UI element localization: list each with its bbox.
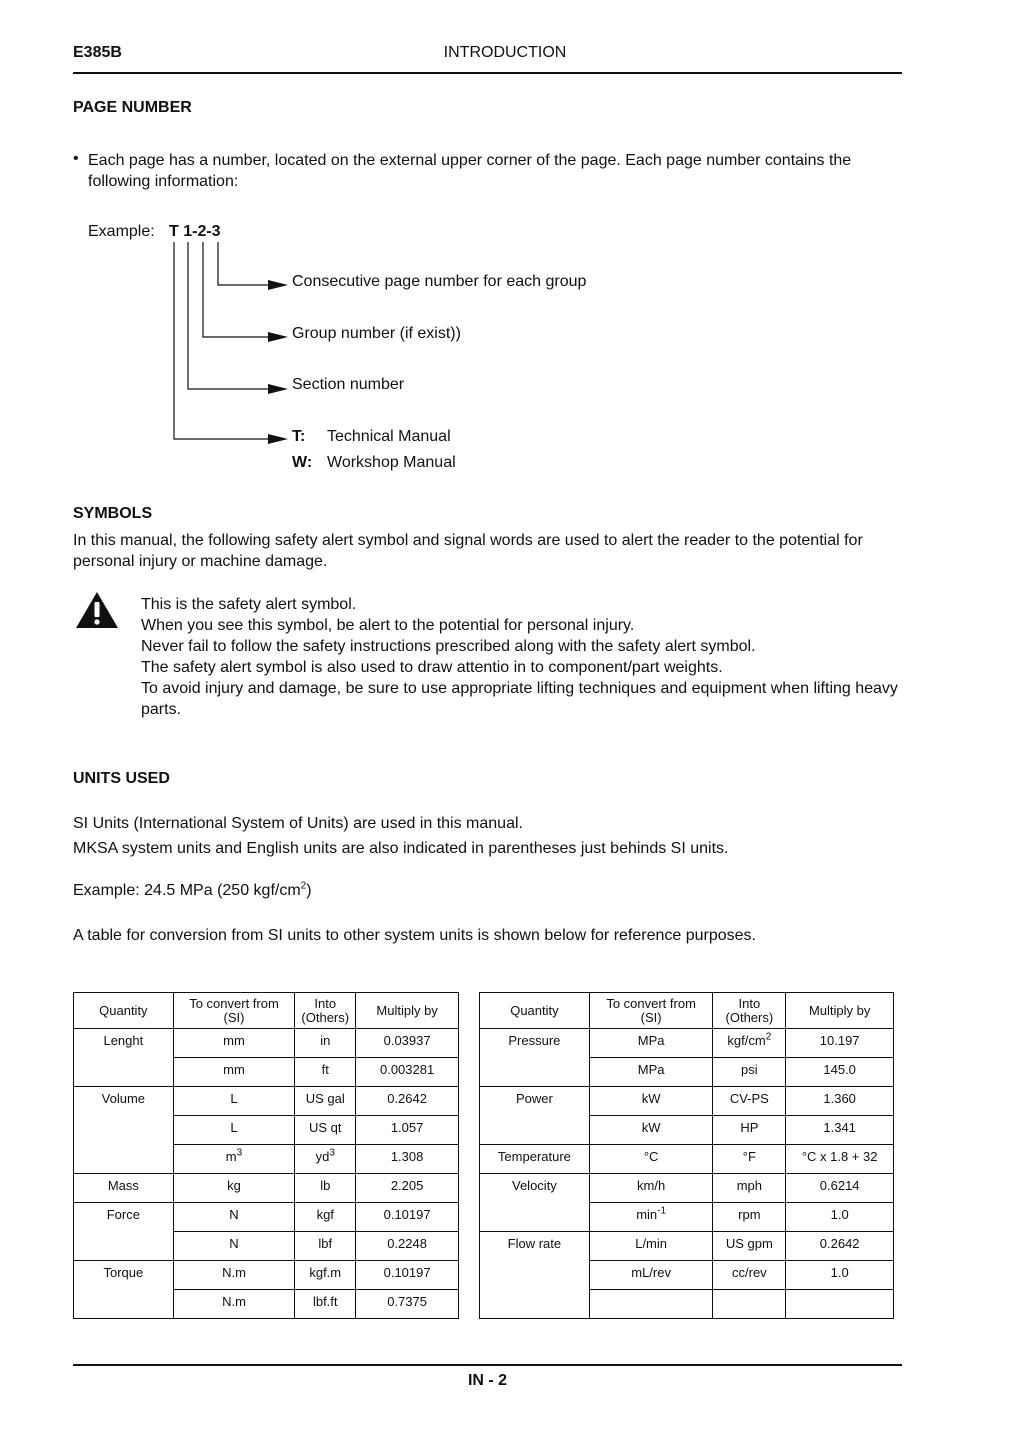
convert-from-cell xyxy=(173,1058,295,1087)
into-cell xyxy=(713,1029,786,1058)
callout-w-value: Workshop Manual xyxy=(327,454,456,471)
quantity-cell xyxy=(480,1058,590,1087)
convert-from-cell-text: kg xyxy=(227,1178,241,1193)
convert-from-cell-text: N.m xyxy=(222,1294,246,1309)
convert-from-cell-text: MPa xyxy=(637,1062,665,1077)
section-title: INTRODUCTION xyxy=(443,44,567,61)
header-into xyxy=(295,993,356,1029)
quantity-cell: Pressure xyxy=(480,1029,590,1058)
multiply-by-cell: 1.308 xyxy=(356,1145,459,1174)
bullet-dot: • xyxy=(73,150,79,167)
convert-from-cell xyxy=(173,1029,295,1058)
header-convert-from-line2: (SI) xyxy=(640,1009,662,1025)
manual-leader-line xyxy=(174,242,272,439)
convert-from-cell-text: mm xyxy=(223,1033,245,1048)
safety-line: To avoid injury and damage, be sure to use appropriate lifting techniques and equipment when lifting heavy parts. xyxy=(141,680,898,718)
into-cell-text: kgf/cm xyxy=(727,1033,766,1048)
quantity-cell xyxy=(74,1232,174,1261)
callout-t-key: T: xyxy=(292,428,306,445)
into-cell xyxy=(713,1116,786,1145)
example-code: T 1-2-3 xyxy=(169,223,221,240)
into-cell xyxy=(713,1058,786,1087)
convert-from-cell xyxy=(589,1290,713,1319)
into-cell-text: yd xyxy=(315,1149,330,1164)
multiply-by-cell: 10.197 xyxy=(786,1029,894,1058)
convert-from-cell xyxy=(589,1058,713,1087)
units-example-prefix: Example: 24.5 MPa (250 kgf/cm xyxy=(73,882,301,899)
safety-alert-icon xyxy=(75,591,119,629)
into-cell xyxy=(713,1290,786,1319)
quantity-cell xyxy=(480,1203,590,1232)
quantity-cell: Power xyxy=(480,1087,590,1116)
page-number: IN - 2 xyxy=(467,1372,508,1389)
header-into-line1: Into xyxy=(314,995,337,1011)
into-cell xyxy=(713,1261,786,1290)
safety-symbol-text xyxy=(141,594,909,720)
into-cell-text: CV-PS xyxy=(729,1091,769,1106)
convert-from-cell xyxy=(589,1261,713,1290)
page-number-description: Each page has a number, located on the external upper corner of the page. Each page number contains the following information: xyxy=(88,152,852,190)
multiply-by-cell: 1.057 xyxy=(356,1116,459,1145)
table-row xyxy=(480,1116,894,1145)
callout-w-key: W: xyxy=(292,454,313,471)
right-header-row xyxy=(480,993,894,1029)
convert-from-cell xyxy=(173,1087,295,1116)
into-cell-text: in xyxy=(320,1033,331,1048)
into-cell xyxy=(713,1174,786,1203)
into-cell-sup: 2 xyxy=(765,1031,772,1043)
convert-from-cell xyxy=(589,1116,713,1145)
header-rule xyxy=(73,72,902,74)
convert-from-cell-text: N xyxy=(229,1236,239,1251)
multiply-by-cell: 0.2642 xyxy=(356,1087,459,1116)
into-cell-text: mph xyxy=(736,1178,762,1193)
header-into-line2: (Others) xyxy=(725,1009,774,1025)
table-row xyxy=(74,1087,459,1116)
into-cell xyxy=(295,1203,356,1232)
into-cell-text: lbf xyxy=(318,1236,333,1251)
quantity-cell xyxy=(74,1058,174,1087)
convert-from-cell xyxy=(589,1145,713,1174)
convert-from-cell xyxy=(589,1174,713,1203)
convert-from-cell-text: kW xyxy=(641,1091,661,1106)
multiply-by-cell: 2.205 xyxy=(356,1174,459,1203)
multiply-by-cell: 0.2642 xyxy=(786,1232,894,1261)
multiply-by-cell: 1.360 xyxy=(786,1087,894,1116)
document-code: E385B xyxy=(73,44,122,61)
convert-from-cell xyxy=(173,1232,295,1261)
into-cell xyxy=(295,1261,356,1290)
callout-section-number: Section number xyxy=(292,376,405,393)
quantity-cell: Force xyxy=(74,1203,174,1232)
callout-group-number: Group number (if exist)) xyxy=(292,325,461,342)
safety-line: This is the safety alert symbol. xyxy=(141,596,357,613)
consecutive-leader-line xyxy=(218,242,272,285)
arrow-icon xyxy=(268,280,288,290)
table-row xyxy=(480,1290,894,1319)
units-paragraph-3: A table for conversion from SI units to other system units is shown below for reference purposes. xyxy=(73,927,756,944)
example-label: Example: xyxy=(88,223,155,240)
into-cell-text: lbf.ft xyxy=(312,1294,338,1309)
table-row xyxy=(74,1116,459,1145)
multiply-by-cell: 0.7375 xyxy=(356,1290,459,1319)
into-cell xyxy=(295,1116,356,1145)
symbols-heading: SYMBOLS xyxy=(73,505,153,522)
header-convert-from xyxy=(589,993,713,1029)
quantity-cell: Volume xyxy=(74,1087,174,1116)
header-convert-from-line1: To convert from xyxy=(606,995,696,1011)
into-cell-sup: 3 xyxy=(329,1147,335,1159)
conversion-table-right xyxy=(479,992,894,1319)
table-row xyxy=(480,1058,894,1087)
into-cell-text: US gal xyxy=(305,1091,345,1106)
convert-from-cell-text: mm xyxy=(223,1062,245,1077)
quantity-cell: Velocity xyxy=(480,1174,590,1203)
convert-from-cell xyxy=(173,1145,295,1174)
into-cell-text: kgf xyxy=(316,1207,334,1222)
table-row xyxy=(74,1290,459,1319)
quantity-cell xyxy=(74,1145,174,1174)
safety-line: When you see this symbol, be alert to the potential for personal injury. xyxy=(141,617,635,634)
table-row xyxy=(480,1174,894,1203)
group-leader-line xyxy=(203,242,272,337)
multiply-by-cell: 1.0 xyxy=(786,1261,894,1290)
into-cell xyxy=(713,1087,786,1116)
convert-from-cell-text: mL/rev xyxy=(631,1265,671,1280)
convert-from-cell xyxy=(589,1203,713,1232)
multiply-by-cell: 145.0 xyxy=(786,1058,894,1087)
into-cell xyxy=(295,1232,356,1261)
convert-from-cell-sup: 3 xyxy=(236,1147,243,1159)
multiply-by-cell: 0.10197 xyxy=(356,1261,459,1290)
quantity-cell xyxy=(480,1261,590,1290)
header-quantity: Quantity xyxy=(74,993,174,1029)
header-multiply-by: Multiply by xyxy=(786,993,894,1029)
multiply-by-cell: °C x 1.8 + 32 xyxy=(786,1145,894,1174)
quantity-cell xyxy=(480,1116,590,1145)
convert-from-cell-text: N xyxy=(229,1207,239,1222)
multiply-by-cell: 0.03937 xyxy=(356,1029,459,1058)
header-convert-from-line1: To convert from xyxy=(189,995,279,1011)
convert-from-cell xyxy=(173,1261,295,1290)
convert-from-cell-text: km/h xyxy=(637,1178,666,1193)
into-cell xyxy=(713,1145,786,1174)
units-example-sup: 2 xyxy=(300,880,307,892)
into-cell-text: °F xyxy=(742,1149,756,1164)
quantity-cell xyxy=(480,1290,590,1319)
quantity-cell xyxy=(74,1116,174,1145)
table-row xyxy=(74,1261,459,1290)
into-cell xyxy=(713,1203,786,1232)
multiply-by-cell: 0.003281 xyxy=(356,1058,459,1087)
table-row xyxy=(480,1232,894,1261)
convert-from-cell-text: °C xyxy=(643,1149,659,1164)
units-paragraph-1: SI Units (International System of Units) are used in this manual. xyxy=(73,815,523,832)
convert-from-cell xyxy=(589,1087,713,1116)
multiply-by-cell: 1.0 xyxy=(786,1203,894,1232)
units-example-suffix: ) xyxy=(306,882,312,899)
convert-from-cell-text: L/min xyxy=(635,1236,668,1251)
units-heading: UNITS USED xyxy=(73,770,170,787)
page-number-diagram xyxy=(160,238,300,448)
quantity-cell: Lenght xyxy=(74,1029,174,1058)
convert-from-cell-sup: -1 xyxy=(657,1205,667,1217)
safety-line: Never fail to follow the safety instructions prescribed along with the safety alert symbol. xyxy=(141,638,756,655)
into-cell-text: US gpm xyxy=(725,1236,773,1251)
table-row xyxy=(74,1145,459,1174)
quantity-cell: Torque xyxy=(74,1261,174,1290)
table-row xyxy=(480,1203,894,1232)
into-cell-text: kgf.m xyxy=(309,1265,342,1280)
units-example xyxy=(73,880,312,901)
table-row xyxy=(480,1145,894,1174)
convert-from-cell-text: kW xyxy=(641,1120,661,1135)
into-cell xyxy=(295,1145,356,1174)
into-cell-text: rpm xyxy=(738,1207,761,1222)
into-cell-text: psi xyxy=(741,1062,758,1077)
table-row xyxy=(480,1087,894,1116)
conversion-table-left xyxy=(73,992,459,1319)
convert-from-cell-text: min xyxy=(636,1207,658,1222)
convert-from-cell-text: N.m xyxy=(222,1265,246,1280)
into-cell-text: cc/rev xyxy=(732,1265,767,1280)
into-cell xyxy=(713,1232,786,1261)
header-multiply-by: Multiply by xyxy=(356,993,459,1029)
convert-from-cell-text: L xyxy=(230,1091,238,1106)
left-header-row xyxy=(74,993,459,1029)
page-number-heading: PAGE NUMBER xyxy=(73,99,192,116)
header-into xyxy=(713,993,786,1029)
table-row xyxy=(74,1058,459,1087)
into-cell-text: US qt xyxy=(308,1120,342,1135)
arrow-icon xyxy=(268,384,288,394)
arrow-icon xyxy=(268,332,288,342)
into-cell xyxy=(295,1174,356,1203)
quantity-cell xyxy=(74,1290,174,1319)
multiply-by-cell: 0.2248 xyxy=(356,1232,459,1261)
table-row xyxy=(74,1029,459,1058)
arrow-icon xyxy=(268,434,288,444)
into-cell xyxy=(295,1029,356,1058)
header-convert-from xyxy=(173,993,295,1029)
into-cell-text: HP xyxy=(740,1120,759,1135)
into-cell xyxy=(295,1290,356,1319)
multiply-by-cell: 0.6214 xyxy=(786,1174,894,1203)
header-into-line2: (Others) xyxy=(301,1009,350,1025)
convert-from-cell xyxy=(173,1174,295,1203)
footer-rule xyxy=(73,1364,902,1366)
convert-from-cell-text: MPa xyxy=(637,1033,665,1048)
quantity-cell: Flow rate xyxy=(480,1232,590,1261)
header-quantity: Quantity xyxy=(480,993,590,1029)
table-row xyxy=(74,1232,459,1261)
table-row xyxy=(480,1261,894,1290)
multiply-by-cell xyxy=(786,1290,894,1319)
convert-from-cell-text: L xyxy=(230,1120,238,1135)
quantity-cell: Mass xyxy=(74,1174,174,1203)
symbols-intro: In this manual, the following safety alert symbol and signal words are used to alert the reader to the potential for personal injury or machine damage. xyxy=(73,532,863,570)
table-row xyxy=(74,1203,459,1232)
callout-t-value: Technical Manual xyxy=(327,428,451,445)
multiply-by-cell: 0.10197 xyxy=(356,1203,459,1232)
into-cell xyxy=(295,1058,356,1087)
convert-from-cell xyxy=(173,1290,295,1319)
safety-line: The safety alert symbol is also used to draw attentio in to component/part weights. xyxy=(141,659,723,676)
header-into-line1: Into xyxy=(738,995,761,1011)
callout-consecutive-page: Consecutive page number for each group xyxy=(292,273,587,290)
multiply-by-cell: 1.341 xyxy=(786,1116,894,1145)
convert-from-cell xyxy=(173,1116,295,1145)
quantity-cell: Temperature xyxy=(480,1145,590,1174)
units-paragraph-2: MKSA system units and English units are also indicated in parentheses just behinds SI units. xyxy=(73,840,729,857)
section-leader-line xyxy=(188,242,272,389)
convert-from-cell xyxy=(589,1029,713,1058)
table-row xyxy=(480,1029,894,1058)
table-row xyxy=(74,1174,459,1203)
convert-from-cell xyxy=(173,1203,295,1232)
into-cell-text: ft xyxy=(321,1062,329,1077)
header-convert-from-line2: (SI) xyxy=(223,1009,245,1025)
into-cell-text: lb xyxy=(320,1178,331,1193)
into-cell xyxy=(295,1087,356,1116)
convert-from-cell xyxy=(589,1232,713,1261)
convert-from-cell-text: m xyxy=(225,1149,237,1164)
